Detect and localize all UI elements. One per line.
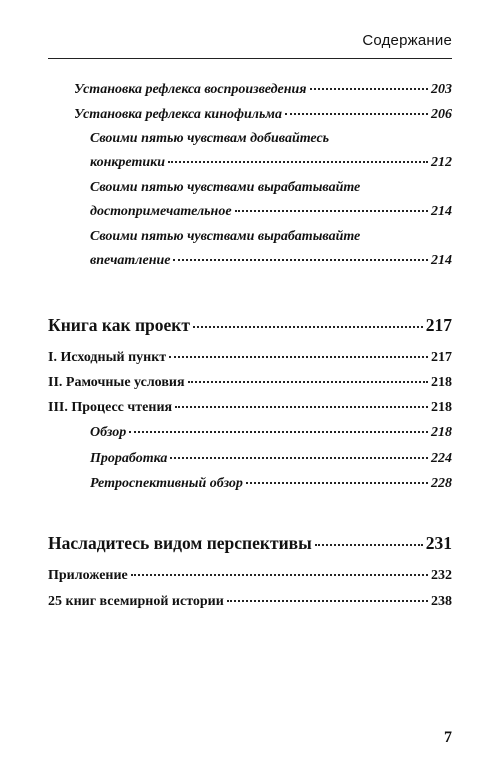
section-page: 217: [425, 315, 452, 335]
dot-leader: [310, 88, 428, 90]
section-page: 231: [425, 533, 452, 553]
toc-entry-label: Ретроспективный обзор: [90, 476, 243, 491]
toc-entry: [48, 400, 452, 416]
toc-entry-page: 218: [431, 375, 452, 390]
toc-entry-page: 218: [431, 400, 452, 415]
dot-leader: [235, 210, 428, 212]
dot-leader: [168, 161, 428, 163]
dot-leader: [129, 431, 428, 433]
toc-entry-label-line1: Своими пятью чувствами вырабатывайте: [90, 180, 361, 195]
toc-entry: [48, 107, 452, 123]
dot-leader: [175, 406, 428, 408]
dot-leader: [285, 113, 428, 115]
toc-entry: [48, 568, 452, 584]
section-heading: [48, 533, 452, 554]
toc-entry-label: Обзор: [90, 425, 127, 440]
toc-entry-label: I. Исходный пункт: [48, 350, 167, 365]
toc-entry-page: 214: [431, 253, 452, 268]
table-of-contents: [48, 0, 452, 769]
toc-entry: [48, 155, 452, 171]
toc-entry: [48, 594, 452, 610]
toc-entry-page: 224: [431, 451, 452, 466]
toc-entry-page: 232: [431, 568, 452, 583]
toc-entry-label: Установка рефлекса кинофильма: [74, 107, 282, 122]
dot-leader: [173, 259, 428, 261]
toc-entry-label-line1: Своими пятью чувствам добивайтесь: [90, 131, 330, 146]
toc-entry: [48, 204, 452, 220]
toc-entry-label: достопримечательное: [90, 204, 232, 219]
toc-subentry: [48, 476, 452, 492]
toc-entry-label: впечатление: [90, 253, 171, 268]
section-title: Насладитесь видом перспективы: [48, 533, 312, 553]
toc-entry-page: 238: [431, 594, 452, 609]
toc-entry-label: 25 книг всемирной истории: [48, 594, 224, 609]
toc-entry-label: конкретики: [90, 155, 166, 170]
toc-entry-label-line1: Своими пятью чувствами вырабатывайте: [90, 229, 361, 244]
dot-leader: [193, 326, 423, 328]
toc-entry-label: II. Рамочные условия: [48, 375, 185, 390]
toc-entry-page: 206: [431, 107, 452, 122]
dot-leader: [315, 544, 423, 546]
toc-entry-label: Проработка: [90, 451, 168, 466]
dot-leader: [227, 600, 428, 602]
toc-entry-page: 217: [431, 350, 452, 365]
toc-entry-page: 218: [431, 425, 452, 440]
toc-entry-page: 214: [431, 204, 452, 219]
dot-leader: [131, 574, 428, 576]
toc-subentry: [48, 425, 452, 441]
toc-entry: [48, 253, 452, 269]
toc-entry: [48, 350, 452, 366]
dot-leader: [169, 356, 428, 358]
toc-entry: [48, 82, 452, 98]
toc-entry: [48, 375, 452, 391]
toc-entry-page: 203: [431, 82, 452, 97]
toc-entry-label: III. Процесс чтения: [48, 400, 173, 415]
page-number: 7: [444, 729, 452, 746]
toc-entry-label: Приложение: [48, 568, 128, 583]
dot-leader: [188, 381, 428, 383]
toc-entry-label: Установка рефлекса воспроизведения: [74, 82, 307, 97]
header-title: Содержание: [362, 32, 452, 49]
dot-leader: [246, 482, 428, 484]
toc-entry-page: 228: [431, 476, 452, 491]
section-heading: [48, 315, 452, 336]
toc-subentry: [48, 451, 452, 467]
section-title: Книга как проект: [48, 315, 190, 335]
toc-entry-page: 212: [431, 155, 452, 170]
dot-leader: [170, 457, 428, 459]
